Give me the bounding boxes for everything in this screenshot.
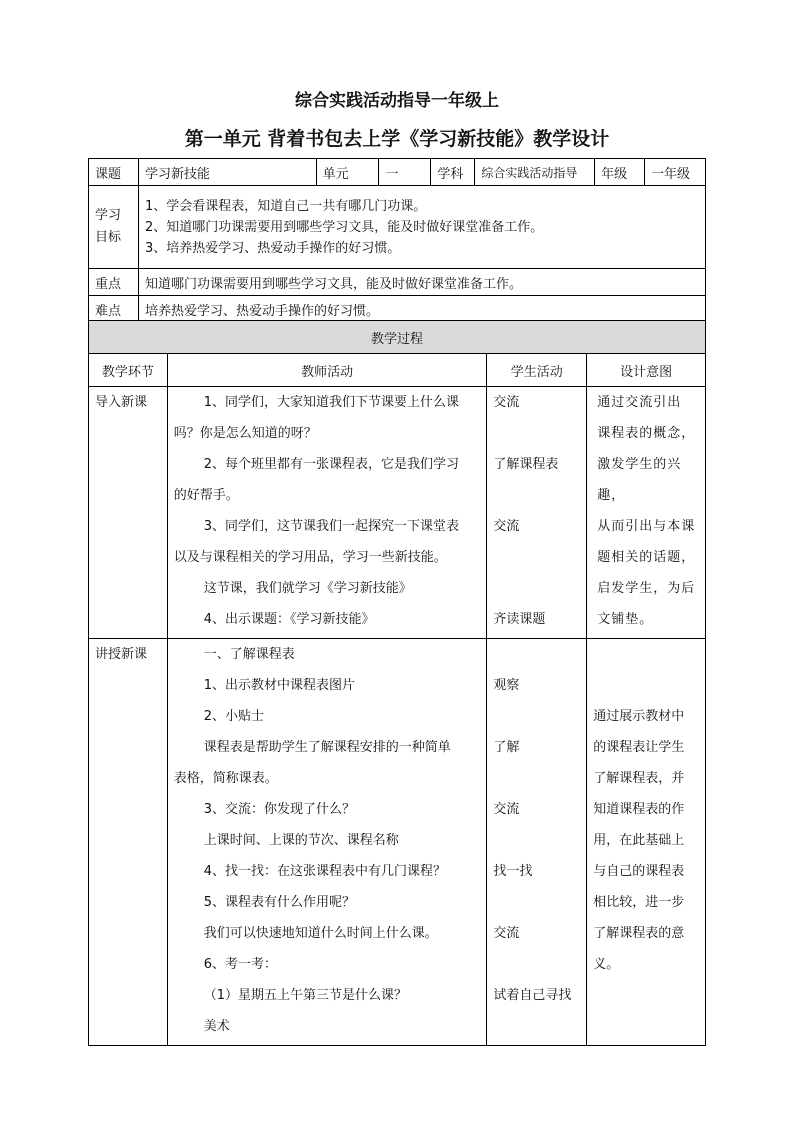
design-intent-line: 知道课程表的作	[593, 802, 685, 817]
student-activity-line	[493, 542, 580, 573]
design-intent-line: 通过交流引出	[597, 395, 682, 410]
stage-label: 讲授新课	[95, 647, 148, 662]
student-activity-line	[493, 825, 580, 856]
goal-item: 2、知道哪门功课需要用到哪些学习文具，能及时做好课堂准备工作。	[144, 219, 544, 235]
design-intent-line: 启发学生，为后	[597, 581, 696, 596]
teacher-activity-line: 4、找一找：在这张课程表中有几门课程？	[203, 864, 447, 879]
goals-label	[89, 186, 139, 269]
document-title: 综合实践活动指导一年级上	[295, 91, 499, 111]
intro-row	[89, 387, 706, 639]
process-title: 教学过程	[89, 321, 706, 354]
teacher-activity-line: 美术	[203, 1019, 230, 1034]
intro-design-intent	[587, 387, 706, 639]
new-stage	[89, 639, 168, 1046]
student-activity-line	[493, 418, 580, 449]
design-intent-line: 通过展示教材中	[593, 709, 685, 724]
grade-value: 一年级	[645, 159, 706, 186]
student-activity-line	[493, 1011, 580, 1042]
teacher-activity-line: 这节课，我们就学习《学习新技能》	[203, 581, 412, 596]
student-activity-line	[493, 763, 580, 794]
teacher-activity-line: 3、交流：你发现了什么？	[203, 802, 356, 817]
student-activity-line: 交流	[493, 519, 520, 534]
teacher-activity-line: 课程表是帮助学生了解课程安排的一种简单	[203, 740, 451, 755]
teacher-activity-line: 的好帮手。	[173, 488, 239, 503]
student-activity-line: 了解	[493, 740, 520, 755]
teacher-activity-line: 3、同学们，这节课我们一起探究一下课堂表	[203, 519, 460, 534]
teacher-activity-line: （1）星期五上午第三节是什么课？	[203, 988, 408, 1003]
goals-label-line-2: 目标	[95, 230, 122, 245]
design-intent-line: 义。	[593, 957, 620, 972]
header-intent: 设计意图	[587, 354, 706, 387]
design-intent-line: 题相关的话题，	[597, 550, 696, 565]
student-activity-line: 交流	[493, 802, 520, 817]
design-intent-line: 了解课程表，并	[593, 771, 685, 786]
teacher-activity-line: 4、出示课题：《学习新技能》	[203, 612, 375, 627]
new-row	[89, 639, 706, 1046]
design-intent-line: 从而引出与本课	[597, 519, 696, 534]
goals-label-line-1: 学习	[95, 208, 122, 223]
new-design-intent	[587, 639, 706, 1046]
difficult-label: 难点	[89, 296, 139, 323]
subject-value: 综合实践活动指导	[475, 159, 595, 186]
topic-value: 学习新技能	[138, 159, 316, 186]
intro-stage	[89, 387, 168, 639]
difficult-value: 培养热爱学习、热爱动手操作的好习惯。	[138, 296, 705, 323]
grade-label: 年级	[595, 159, 645, 186]
document-subtitle: 第一单元 背着书包去上学《学习新技能》教学设计	[184, 128, 610, 150]
teacher-activity-line: 1、出示教材中课程表图片	[203, 678, 356, 693]
info-row-goals	[89, 186, 706, 269]
process-header-row	[89, 354, 706, 387]
stage-label: 导入新课	[95, 395, 148, 410]
topic-label: 课题	[89, 159, 139, 186]
subject-label: 学科	[431, 159, 475, 186]
intro-student-activity	[487, 387, 587, 639]
design-intent-line: 文铺垫。	[597, 612, 654, 627]
student-activity-line	[493, 887, 580, 918]
info-row-difficult	[89, 296, 706, 323]
teacher-activity-line: 1、同学们，大家知道我们下节课要上什么课	[203, 395, 460, 410]
student-activity-line	[493, 480, 580, 511]
header-teacher: 教师活动	[167, 354, 487, 387]
key-value: 知道哪门功课需要用到哪些学习文具，能及时做好课堂准备工作。	[138, 269, 705, 296]
student-activity-line: 交流	[493, 926, 520, 941]
new-teacher-activity	[167, 639, 487, 1046]
student-activity-line: 了解课程表	[493, 457, 559, 472]
student-activity-line	[493, 949, 580, 980]
student-activity-line	[493, 573, 580, 604]
student-activity-line	[493, 639, 580, 670]
goals-list	[138, 186, 705, 269]
design-intent-line: 与自己的课程表	[593, 864, 685, 879]
design-intent-line: 课程表的概念，	[597, 426, 696, 441]
design-intent-line	[593, 670, 699, 701]
student-activity-line: 交流	[493, 395, 520, 410]
design-intent-line	[593, 639, 699, 670]
teacher-activity-line: 我们可以快速地知道什么时间上什么课。	[203, 926, 438, 941]
teacher-activity-line: 吗？你是怎么知道的呀？	[173, 426, 317, 441]
goal-item: 3、培养热爱学习、热爱动手操作的好习惯。	[144, 240, 401, 256]
teacher-activity-line: 上课时间、上课的节次、课程名称	[203, 833, 399, 848]
unit-label: 单元	[316, 159, 379, 186]
design-intent-line: 激发学生的兴趣，	[597, 457, 682, 503]
teacher-activity-line: 以及与课程相关的学习用品，学习一些新技能。	[173, 550, 447, 565]
info-row-key	[89, 269, 706, 296]
student-activity-line: 试着自己寻找	[493, 988, 572, 1003]
teacher-activity-line: 表格，简称课表。	[173, 771, 278, 786]
design-intent-line: 的课程表让学生	[593, 740, 685, 755]
unit-value: 一	[379, 159, 431, 186]
design-intent-line: 相比较，进一步	[593, 895, 685, 910]
design-intent-line: 了解课程表的意	[593, 926, 685, 941]
teaching-process-table	[88, 320, 706, 1046]
lesson-info-table	[88, 158, 706, 323]
teacher-activity-line: 2、小贴士	[203, 709, 265, 724]
key-label: 重点	[89, 269, 139, 296]
header-stage: 教学环节	[89, 354, 168, 387]
student-activity-line: 齐读课题	[493, 612, 546, 627]
info-row-topic	[89, 159, 706, 186]
new-student-activity	[487, 639, 587, 1046]
header-student: 学生活动	[487, 354, 587, 387]
teacher-activity-line: 6、考一考：	[203, 957, 278, 972]
intro-teacher-activity	[167, 387, 487, 639]
student-activity-line: 找一找	[493, 864, 533, 879]
student-activity-line: 观察	[493, 678, 520, 693]
student-activity-line	[493, 701, 580, 732]
design-intent-line: 用，在此基础上	[593, 833, 685, 848]
teacher-activity-line: 2、每个班里都有一张课程表，它是我们学习	[203, 457, 460, 472]
goal-item: 1、学会看课程表，知道自己一共有哪几门功课。	[144, 198, 427, 214]
teacher-activity-line: 一、了解课程表	[203, 647, 295, 662]
teacher-activity-line: 5、课程表有什么作用呢？	[203, 895, 356, 910]
